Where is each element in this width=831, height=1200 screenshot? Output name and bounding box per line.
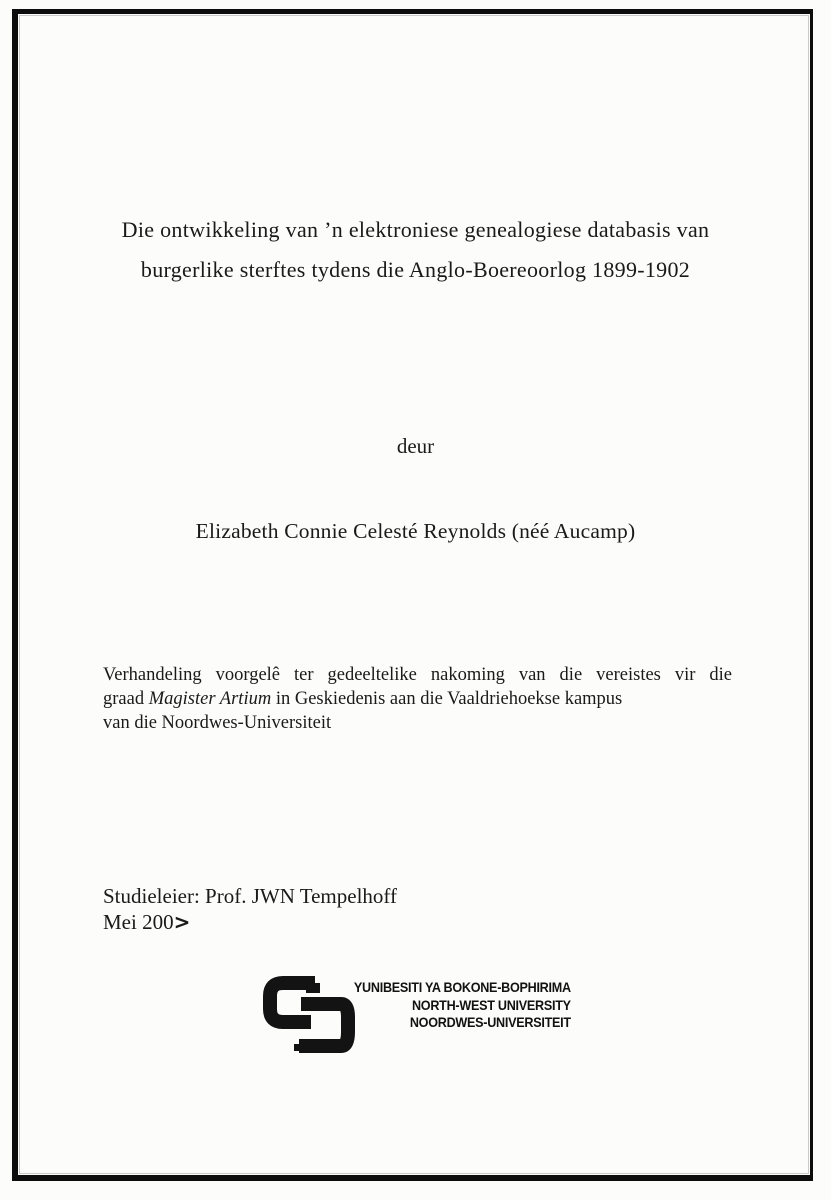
date-prefix: Mei 200 xyxy=(103,909,174,934)
thesis-title-line-1: Die ontwikkeling van ’n elektroniese genealogiese databasis van xyxy=(121,217,710,242)
supervisor-line: Studieleier: Prof. JWN Tempelhoff xyxy=(103,884,398,908)
byline-preposition: deur xyxy=(396,434,435,458)
supervisor-block xyxy=(103,884,397,935)
thesis-title-line-2: burgerlike sterftes tydens die Anglo-Boereoorlog 1899-1902 xyxy=(140,257,691,282)
handwritten-seven-glyph: > xyxy=(173,909,191,934)
submission-line-3: van die Noordwes-Universiteit xyxy=(103,713,332,733)
university-logo-text xyxy=(317,979,571,1032)
university-logo xyxy=(257,971,587,1061)
submission-line-2 xyxy=(103,687,732,711)
thesis-title xyxy=(50,210,781,290)
submission-line-2-suffix: in Geskiedenis aan die Vaaldriehoekse kampus xyxy=(271,689,623,709)
submission-statement xyxy=(103,663,732,735)
submission-line-2-prefix: graad xyxy=(103,689,149,709)
logo-text-afrikaans: NOORDWES-UNIVERSITEIT xyxy=(409,1014,571,1030)
submission-line-1: Verhandeling voorgelê ter gedeeltelike nakoming van die vereistes vir die xyxy=(103,665,732,685)
logo-text-english: NORTH-WEST UNIVERSITY xyxy=(411,996,571,1013)
logo-text-setswana: YUNIBESITI YA BOKONE-BOPHIRIMA xyxy=(353,979,571,995)
date-line xyxy=(103,910,397,936)
author-name: Elizabeth Connie Celesté Reynolds (néé Aucamp) xyxy=(195,519,636,543)
degree-name: Magister Artium xyxy=(148,689,272,709)
